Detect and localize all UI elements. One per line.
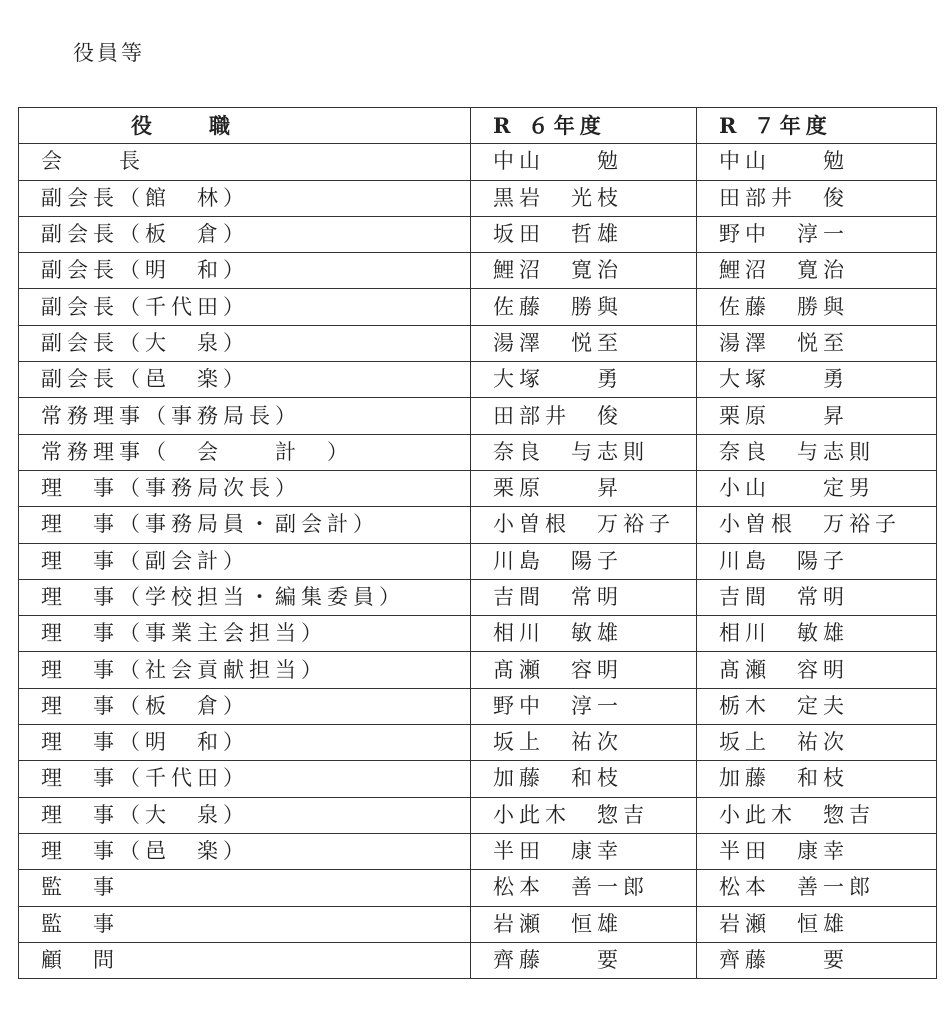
r7-name-cell: 髙瀬 容明 — [697, 652, 937, 688]
r6-name-cell: 中山 勉 — [471, 144, 697, 180]
table-header-row — [19, 108, 937, 144]
r7-name-cell: 岩瀬 恒雄 — [697, 906, 937, 942]
r7-name-cell: 鯉沼 寛治 — [697, 253, 937, 289]
r6-name-cell: 田部井 俊 — [471, 398, 697, 434]
r7-name-cell: 栗原 昇 — [697, 398, 937, 434]
role-cell: 理 事（大 泉） — [19, 797, 471, 833]
role-cell: 副会長（板 倉） — [19, 216, 471, 252]
role-cell: 理 事（邑 楽） — [19, 833, 471, 869]
header-r7: R ７年度 — [697, 108, 937, 144]
role-cell: 理 事（事務局員・副会計） — [19, 507, 471, 543]
r7-name-cell: 小山 定男 — [697, 470, 937, 506]
role-cell: 理 事（板 倉） — [19, 688, 471, 724]
r6-name-cell: 半田 康幸 — [471, 833, 697, 869]
table-row — [19, 289, 937, 325]
r7-name-cell: 湯澤 悦至 — [697, 325, 937, 361]
table-row — [19, 833, 937, 869]
role-cell: 顧 問 — [19, 942, 471, 978]
table-row — [19, 797, 937, 833]
table-row — [19, 507, 937, 543]
table-row — [19, 216, 937, 252]
role-cell: 会 長 — [19, 144, 471, 180]
r7-name-cell: 吉間 常明 — [697, 579, 937, 615]
table-row — [19, 616, 937, 652]
r6-name-cell: 奈良 与志則 — [471, 434, 697, 470]
table-row — [19, 253, 937, 289]
r6-name-cell: 大塚 勇 — [471, 362, 697, 398]
role-cell: 監 事 — [19, 906, 471, 942]
role-cell: 常務理事（事務局長） — [19, 398, 471, 434]
r7-name-cell: 半田 康幸 — [697, 833, 937, 869]
table-row — [19, 543, 937, 579]
header-role: 役 職 — [19, 108, 471, 144]
role-cell: 理 事（明 和） — [19, 725, 471, 761]
role-cell: 副会長（館 林） — [19, 180, 471, 216]
role-cell: 理 事（社会貢献担当） — [19, 652, 471, 688]
role-cell: 副会長（千代田） — [19, 289, 471, 325]
table-row — [19, 761, 937, 797]
role-cell: 理 事（学校担当・編集委員） — [19, 579, 471, 615]
r6-name-cell: 栗原 昇 — [471, 470, 697, 506]
table-row — [19, 870, 937, 906]
role-cell: 常務理事（ 会 計 ） — [19, 434, 471, 470]
r7-name-cell: 大塚 勇 — [697, 362, 937, 398]
r6-name-cell: 坂上 祐次 — [471, 725, 697, 761]
r6-name-cell: 吉間 常明 — [471, 579, 697, 615]
role-cell: 理 事（副会計） — [19, 543, 471, 579]
r6-name-cell: 川島 陽子 — [471, 543, 697, 579]
role-cell: 理 事（千代田） — [19, 761, 471, 797]
role-cell: 監 事 — [19, 870, 471, 906]
r7-name-cell: 田部井 俊 — [697, 180, 937, 216]
table-row — [19, 325, 937, 361]
table-row — [19, 579, 937, 615]
table-row — [19, 144, 937, 180]
r7-name-cell: 栃木 定夫 — [697, 688, 937, 724]
r6-name-cell: 小此木 惣吉 — [471, 797, 697, 833]
r6-name-cell: 鯉沼 寛治 — [471, 253, 697, 289]
r6-name-cell: 岩瀬 恒雄 — [471, 906, 697, 942]
r7-name-cell: 松本 善一郎 — [697, 870, 937, 906]
table-row — [19, 652, 937, 688]
r6-name-cell: 佐藤 勝與 — [471, 289, 697, 325]
r6-name-cell: 髙瀬 容明 — [471, 652, 697, 688]
page-heading: 役員等 — [73, 41, 145, 65]
table-row — [19, 180, 937, 216]
r7-name-cell: 加藤 和枝 — [697, 761, 937, 797]
r7-name-cell: 齊藤 要 — [697, 942, 937, 978]
r7-name-cell: 相川 敏雄 — [697, 616, 937, 652]
table-row — [19, 688, 937, 724]
officers-table-header — [19, 108, 937, 144]
r6-name-cell: 湯澤 悦至 — [471, 325, 697, 361]
r6-name-cell: 松本 善一郎 — [471, 870, 697, 906]
r7-name-cell: 小此木 惣吉 — [697, 797, 937, 833]
r7-name-cell: 川島 陽子 — [697, 543, 937, 579]
table-row — [19, 434, 937, 470]
r6-name-cell: 野中 淳一 — [471, 688, 697, 724]
r7-name-cell: 小曽根 万裕子 — [697, 507, 937, 543]
r7-name-cell: 坂上 祐次 — [697, 725, 937, 761]
r7-name-cell: 佐藤 勝與 — [697, 289, 937, 325]
r7-name-cell: 中山 勉 — [697, 144, 937, 180]
r6-name-cell: 黒岩 光枝 — [471, 180, 697, 216]
r7-name-cell: 野中 淳一 — [697, 216, 937, 252]
table-row — [19, 942, 937, 978]
role-cell: 副会長（邑 楽） — [19, 362, 471, 398]
table-row — [19, 725, 937, 761]
role-cell: 副会長（大 泉） — [19, 325, 471, 361]
table-row — [19, 470, 937, 506]
r6-name-cell: 加藤 和枝 — [471, 761, 697, 797]
header-r6: R ６年度 — [471, 108, 697, 144]
r6-name-cell: 坂田 哲雄 — [471, 216, 697, 252]
table-row — [19, 906, 937, 942]
r6-name-cell: 相川 敏雄 — [471, 616, 697, 652]
role-cell: 副会長（明 和） — [19, 253, 471, 289]
r6-name-cell: 齊藤 要 — [471, 942, 697, 978]
r7-name-cell: 奈良 与志則 — [697, 434, 937, 470]
officers-table — [18, 107, 937, 979]
role-cell: 理 事（事務局次長） — [19, 470, 471, 506]
role-cell: 理 事（事業主会担当） — [19, 616, 471, 652]
r6-name-cell: 小曽根 万裕子 — [471, 507, 697, 543]
table-row — [19, 362, 937, 398]
table-row — [19, 398, 937, 434]
officers-table-body — [19, 144, 937, 979]
